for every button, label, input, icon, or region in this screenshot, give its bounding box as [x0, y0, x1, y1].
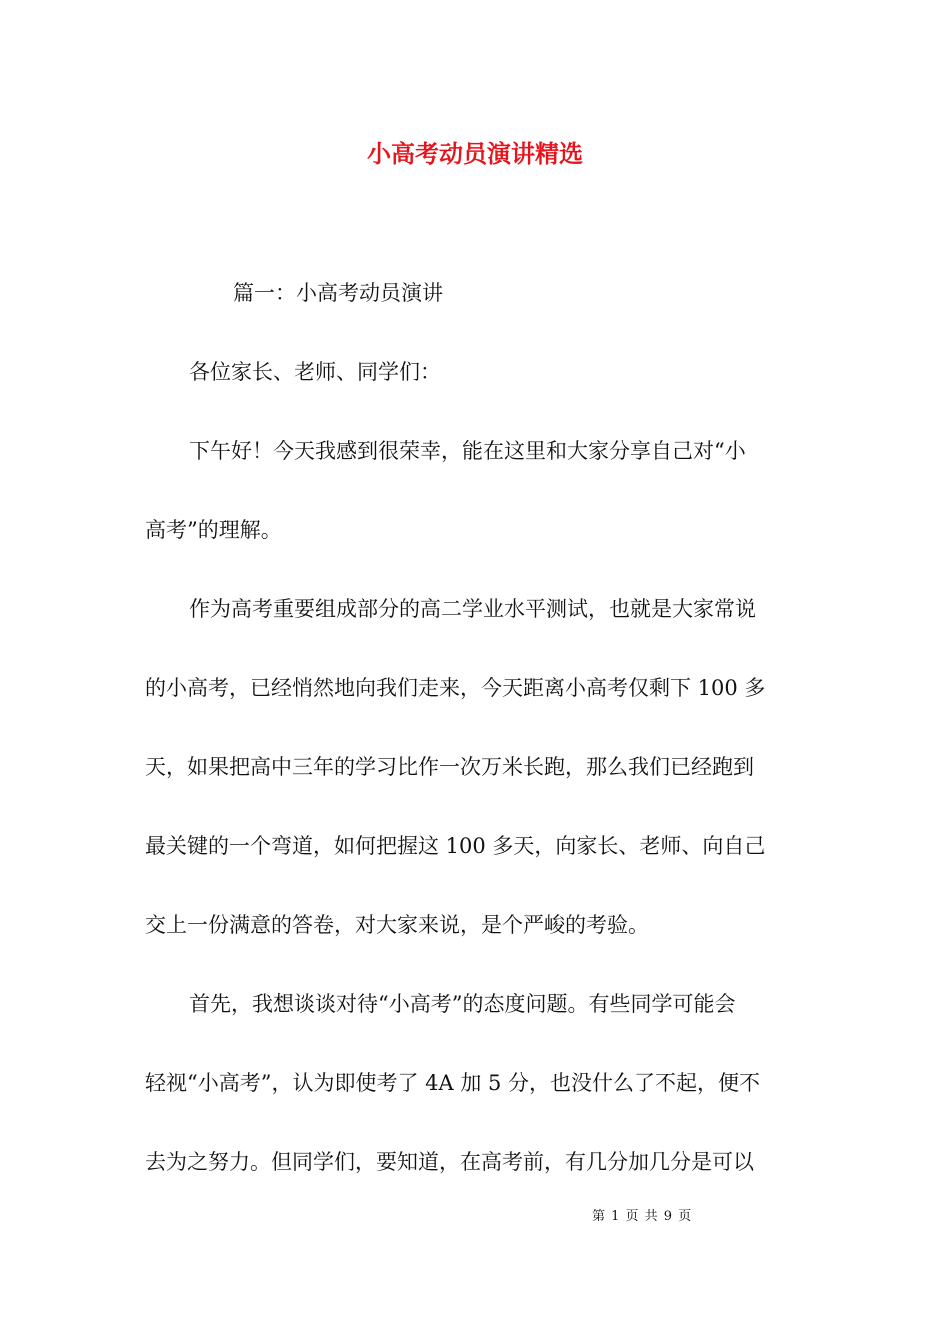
line-gap — [145, 867, 807, 907]
paragraph-line: 的小高考，已经悄然地向我们走来，今天距离小高考仅剩下 100 多 — [145, 676, 766, 700]
paragraph-line: 作为高考重要组成部分的高二学业水平测试，也就是大家常说 — [189, 597, 756, 621]
line-gap — [145, 788, 807, 828]
section-heading: 篇一：小高考动员演讲 — [233, 281, 443, 305]
paragraph-gap — [145, 314, 807, 354]
paragraph-line: 最关键的一个弯道，如何把握这 100 多天，向家长、老师、向自己 — [145, 834, 766, 858]
paragraph-line: 首先，我想谈谈对待“小高考”的态度问题。有些同学可能会 — [189, 992, 736, 1016]
paragraph-gap — [145, 551, 807, 591]
paragraph-line: 交上一份满意的答卷，对大家来说，是个严峻的考验。 — [145, 913, 649, 937]
line-gap — [145, 472, 807, 512]
line-gap — [145, 1104, 807, 1144]
paragraph-line: 高考”的理解。 — [145, 518, 282, 542]
document-title: 小高考动员演讲精选 — [367, 139, 583, 168]
paragraph-gap — [145, 393, 807, 433]
line-gap — [145, 1025, 807, 1065]
paragraph-line: 去为之努力。但同学们，要知道，在高考前，有几分加几分是可以 — [145, 1150, 754, 1174]
paragraph-line: 天，如果把高中三年的学习比作一次万米长跑，那么我们已经跑到 — [145, 755, 754, 779]
salutation: 各位家长、老师、同学们： — [189, 360, 441, 384]
paragraph-line: 轻视“小高考”，认为即使考了 4A 加 5 分，也没什么了不起，便不 — [145, 1071, 761, 1095]
paragraph-line: 下午好！今天我感到很荣幸，能在这里和大家分享自己对“小 — [189, 439, 746, 463]
line-gap — [145, 630, 807, 670]
document-body — [145, 274, 807, 1183]
page-number: 第 1 页 共 9 页 — [592, 1209, 692, 1224]
paragraph-gap — [145, 946, 807, 986]
line-gap — [145, 709, 807, 749]
